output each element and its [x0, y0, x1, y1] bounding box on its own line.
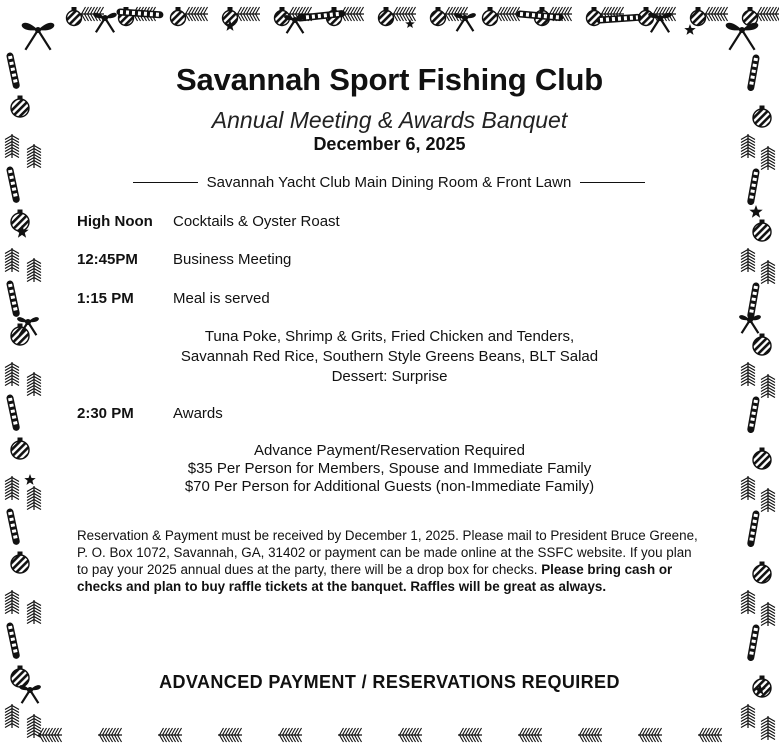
instructions-text: Reservation & Payment must be received by December 1, 2025. Please mail to President Bruce Greene, P. O. Box 1072, Savannah, GA, 31402 or payment can be made online at the SSFC website. If you plan to pay your 2025 annual dues at the party, there will be a drop box for checks.	[77, 528, 698, 577]
schedule-event: Meal is served	[173, 290, 270, 307]
page-title: Savannah Sport Fishing Club	[176, 62, 603, 97]
schedule-time: 1:15 PM	[77, 290, 134, 307]
event-subtitle: Annual Meeting & Awards Banquet	[211, 107, 568, 133]
instructions-bold-text: Please bring cash or checks and plan to buy raffle tickets at the banquet. Raffles will be great as always.	[77, 562, 673, 594]
payment-line: $35 Per Person for Members, Spouse and Immediate Family	[187, 460, 592, 477]
menu-line: Tuna Poke, Shrimp & Grits, Fried Chicken and Tenders,	[204, 328, 575, 345]
schedule-event: Cocktails & Oyster Roast	[173, 213, 340, 230]
venue-text: Savannah Yacht Club Main Dining Room & Front Lawn	[206, 174, 572, 191]
left-divider	[133, 182, 198, 183]
payment-info	[0, 442, 779, 496]
venue-line	[133, 174, 645, 191]
right-divider	[580, 182, 645, 183]
payment-line: $70 Per Person for Additional Guests (non-Immediate Family)	[184, 478, 595, 495]
menu-line: Dessert: Surprise	[331, 368, 448, 385]
schedule-event: Awards	[173, 405, 223, 422]
schedule-time: 12:45PM	[77, 251, 138, 268]
footer-notice: ADVANCED PAYMENT / RESERVATIONS REQUIRED	[159, 672, 620, 692]
menu-line: Savannah Red Rice, Southern Style Greens Beans, BLT Salad	[180, 348, 599, 365]
schedule-event: Business Meeting	[173, 251, 292, 268]
schedule-time: 2:30 PM	[77, 405, 134, 422]
payment-line: Advance Payment/Reservation Required	[254, 442, 525, 459]
event-date: December 6, 2025	[313, 134, 466, 154]
schedule-time: High Noon	[77, 213, 153, 230]
menu-list	[0, 327, 779, 387]
reservation-instructions	[77, 527, 703, 595]
